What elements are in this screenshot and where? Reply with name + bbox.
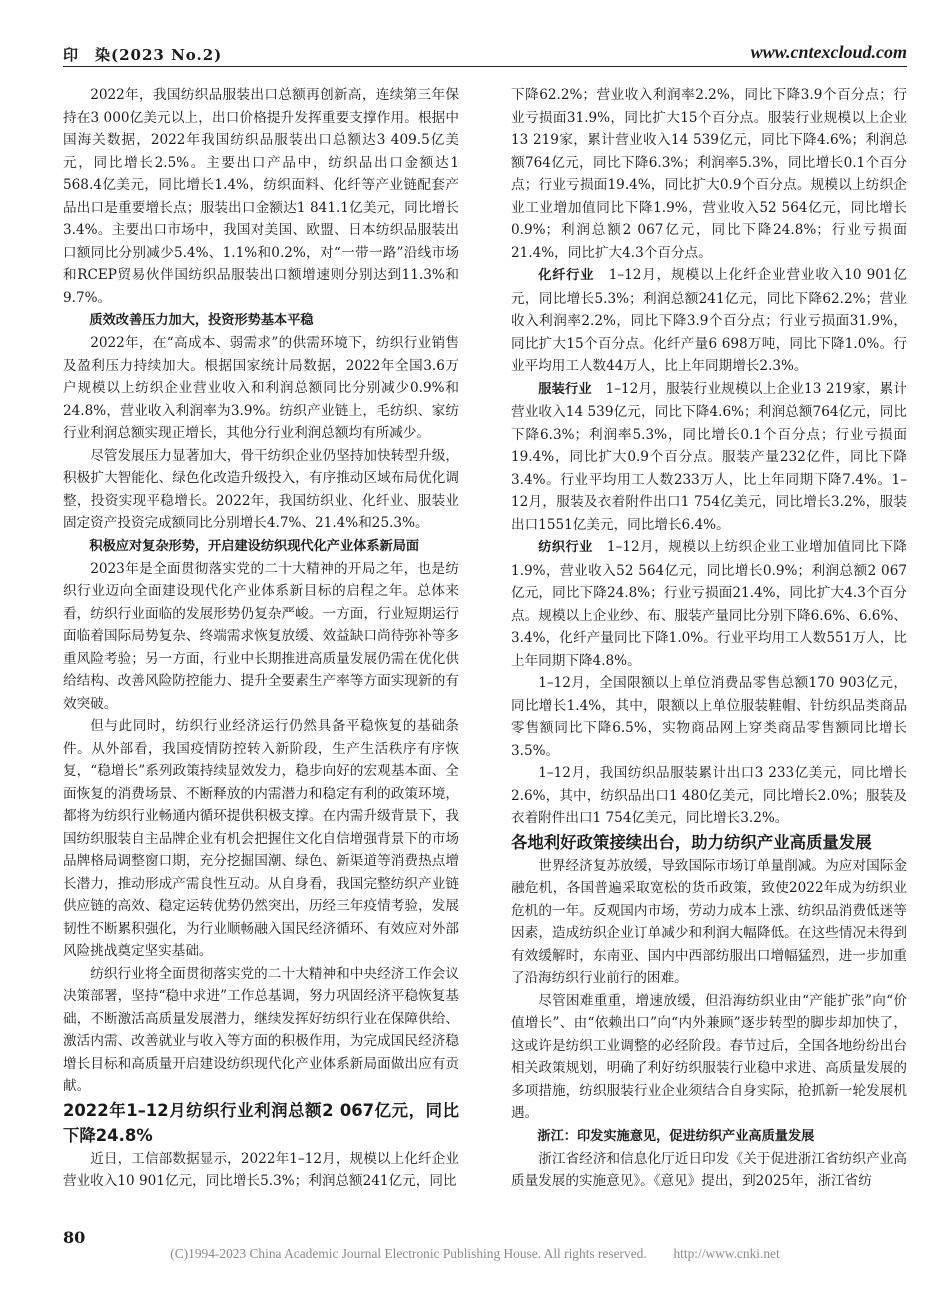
paragraph (511, 264, 907, 378)
paragraph (511, 378, 907, 537)
copyright-footer: (C)1994-2023 China Academic Journal Electronic Publishing House. All rights reserved. http://www.cnki.net (170, 1246, 780, 1261)
industry-label: 服装行业 (538, 381, 592, 397)
paragraph-text: 1–12月，规模以上纺织企业工业增加值同比下降1.9%，营业收入52 564亿元，同比增长0.9%；利润总额2 067亿元，同比下降24.8%；行业亏损面21.4%，同比扩大4.3个百分点。规模以上企业纱、布、服装产量同比分别下降6.6%、6.6%、3.4%，化纤产量同比下降1.0%。行业平均用工人数551万人，比上年同期下降4.8%。 (511, 539, 907, 669)
industry-label: 纺织行业 (538, 540, 593, 555)
paragraph: 尽管困难重重，增速放缓，但沿海纺织业由“产能扩张”向“价值增长”、由“依赖出口”向“内外兼顾”逐步转型的脚步却加快了，这或许是纺织工业调整的必经阶段。春节过后，全国各地纷纷出台相关政策规划，明确了利好纺织服装行业稳中求进、高质量发展的多项措施，纺织服装行业企业须结合自身实际，抢抓新一轮发展机遇。 (511, 992, 907, 1121)
industry-label: 化纤行业 (538, 268, 595, 283)
paragraph: 2022年，我国纺织品服装出口总额再创新高，连续第三年保持在3 000亿美元以上，出口价格提升发挥重要支撑作用。根据中国海关数据，2022年我国纺织品服装出口总额达3 409.5亿美元，同比增长2.5%。主要出口产品中，纺织品出口金额达1 568.4亿美元，同比增长1.4%，纺织面料、化纤等产业链配套产品出口是重要增长点；服装出口金额达1 841.1亿美元，同比增长3.4%。主要出口市场中，我国对美国、欧盟、日本纺织品服装出口额同比分别减少5.4%、1.1%和0.2%，对“一带一路”沿线市场和RCEP贸易伙伴国纺织品服装出口额增速则分别达到11.3%和9.7%。 (63, 87, 459, 306)
paragraph: 世界经济复苏放缓，导致国际市场订单量削减。为应对国际金融危机，各国普遍采取宽松的货币政策，致使2022年成为纺织业危机的一年。反观国内市场，劳动力成本上涨、纺织品消费低迷等因素，造成纺织企业订单减少和利润大幅降低。在这些情况未得到有效缓解时，东南亚、国内中西部纺服出口增幅猛烈，进一步加重了沿海纺织行业前行的困难。 (511, 857, 907, 986)
paragraph: 尽管发展压力显著加大，骨干纺织企业仍坚持加快转型升级，积极扩大智能化、绿色化改造升级投入，有序推动区域布局优化调整，投资实现平稳增长。2022年，我国纺织业、化纤业、服装业固定资产投资完成额同比分别增长4.7%、21.4%和25.3%。 (63, 447, 459, 531)
paragraph: 但与此同时，纺织行业经济运行仍然具备平稳恢复的基础条件。从外部看，我国疫情防控转入新阶段，生产生活秩序有序恢复，“稳增长”系列政策持续显效发力，稳步向好的宏观基本面、全面恢复的消费场景、不断释放的内需潜力和稳定有利的政策环境，都将为纺织行业畅通内循环提供积极支撑。在内需升级背景下，我国纺织服装自主品牌企业有机会把握住文化自信增强背景下的市场品牌格局调整窗口期，充分挖掘国潮、绿色、新渠道等消费热点增长潜力，推动形成产需良性互动。从自身看，我国完整纺织产业链供应链的高效、稳定运转优势仍然突出，历经三年疫情考验，发展韧性不断累积强化，为行业顺畅融入国民经济循环、有效应对外部风险挑战奠定坚实基础。 (63, 718, 459, 959)
paragraph: 2022年，在“高成本、弱需求”的供需环境下，纺织行业销售及盈利压力持续加大。根据国家统计局数据，2022年全国3.6万户规模以上纺织企业营业收入和利润总额同比分别减少0.9%和24.8%，营业收入利润率为3.9%。纺织产业链上，毛纺织、家纺行业利润总额实现正增长，其他分行业利润总额均有所减少。 (63, 335, 459, 441)
paragraph: 近日，工信部数据显示，2022年1–12月，规模以上化纤企业营业收入10 901亿元，同比增长5.3%；利润总额241亿元，同比 (63, 1150, 459, 1189)
paragraph-text: 1–12月，服装行业规模以上企业13 219家，累计营业收入14 539亿元，同比下降4.6%；利润总额764亿元，同比下降6.3%；利润率5.3%，同比增长0.1个百分点；行业亏损面19.4%，同比扩大0.9个百分点。服装产量232亿件，同比下降3.4%。行业平均用工人数233万人，比上年同期下降7.4%。1–12月，服装及衣着附件出口1 754亿美元，同比增长3.2%，服装出口1551亿美元，同比增长6.4%。 (511, 380, 907, 533)
journal-title: 印 染(2023 No.2) (63, 46, 223, 64)
right-column (511, 84, 907, 1193)
page-number: 80 (63, 1228, 86, 1247)
paragraph: 1–12月，我国纺织品服装累计出口3 233亿美元，同比增长2.6%，其中，纺织品出口1 480亿美元，同比增长2.0%；服装及衣着附件出口1 754亿美元，同比增长3.2%。 (511, 765, 907, 826)
article-heading: 各地利好政策接续出台，助力纺织产业高质量发展 (511, 832, 872, 852)
section-subheading: 浙江：印发实施意见，促进纺织产业高质量发展 (537, 1128, 815, 1144)
section-subheading: 积极应对复杂形势，开启建设纺织现代化产业体系新局面 (89, 538, 420, 554)
header-rule (63, 66, 907, 67)
left-column (63, 84, 459, 1193)
site-url[interactable]: www.cntexcloud.com (750, 42, 907, 62)
article-heading: 2022年1–12月纺织行业利润总额2 067亿元，同比下降24.8% (63, 1100, 459, 1145)
paragraph: 1–12月，全国限额以上单位消费品零售总额170 903亿元，同比增长1.4%，其中，限额以上单位服装鞋帽、针纺织品类商品零售额同比下降6.5%，实物商品网上穿类商品零售额同比增长3.5%。 (511, 675, 907, 759)
paragraph-continued: 下降62.2%；营业收入利润率2.2%，同比下降3.9个百分点；行业亏损面31.9%，同比扩大15个百分点。服装行业规模以上企业13 219家，累计营业收入14 539亿元，同比下降4.6%；利润总额764亿元，同比下降6.3%；利润率5.3%，同比增长0.1个百分点；行业亏损面19.4%，同比扩大0.9个百分点。规模以上纺织企业工业增加值同比下降1.9%，营业收入52 564亿元，同比增长0.9%；利润总额2 067亿元，同比下降24.8%；行业亏损面21.4%，同比扩大4.3个百分点。 (511, 87, 907, 261)
paragraph: 纺织行业将全面贯彻落实党的二十大精神和中央经济工作会议决策部署，坚持“稳中求进”工作总基调，努力巩固经济平稳恢复基础，不断激活高质量发展潜力，继续发挥好纺织行业在保障供给、激活内需、改善就业与收入等方面的积极作用，为完成国民经济稳增长目标和高质量开启建设纺织现代化产业体系新局面做出应有贡献。 (63, 965, 459, 1094)
paragraph: 2023年是全面贯彻落实党的二十大精神的开局之年，也是纺织行业迈向全面建设现代化产业体系新目标的启程之年。总体来看，纺织行业面临的发展形势仍复杂严峻。一方面，行业短期运行面临着国际局势复杂、终端需求恢复放缓、效益缺口尚待弥补等多重风险考验；另一方面，行业中长期推进高质量发展仍需在优化供给结构、改善风险防控能力、提升全要素生产率等方面实现新的有效突破。 (63, 560, 459, 712)
paragraph (511, 536, 907, 672)
section-subheading: 质效改善压力加大，投资形势基本平稳 (89, 313, 314, 328)
paragraph: 浙江省经济和信息化厅近日印发《关于促进浙江省纺织产业高质量发展的实施意见》。《意见》提出，到2025年，浙江省纺 (511, 1150, 907, 1189)
paragraph-text: 1–12月，规模以上化纤企业营业收入10 901亿元，同比增长5.3%；利润总额241亿元，同比下降62.2%；营业收入利润率2.2%，同比下降3.9个百分点；行业亏损面31.9%，同比扩大15个百分点。化纤产量6 698万吨，同比下降1.0%。行业平均用工人数44万人，比上年同期增长2.3%。 (511, 267, 908, 374)
